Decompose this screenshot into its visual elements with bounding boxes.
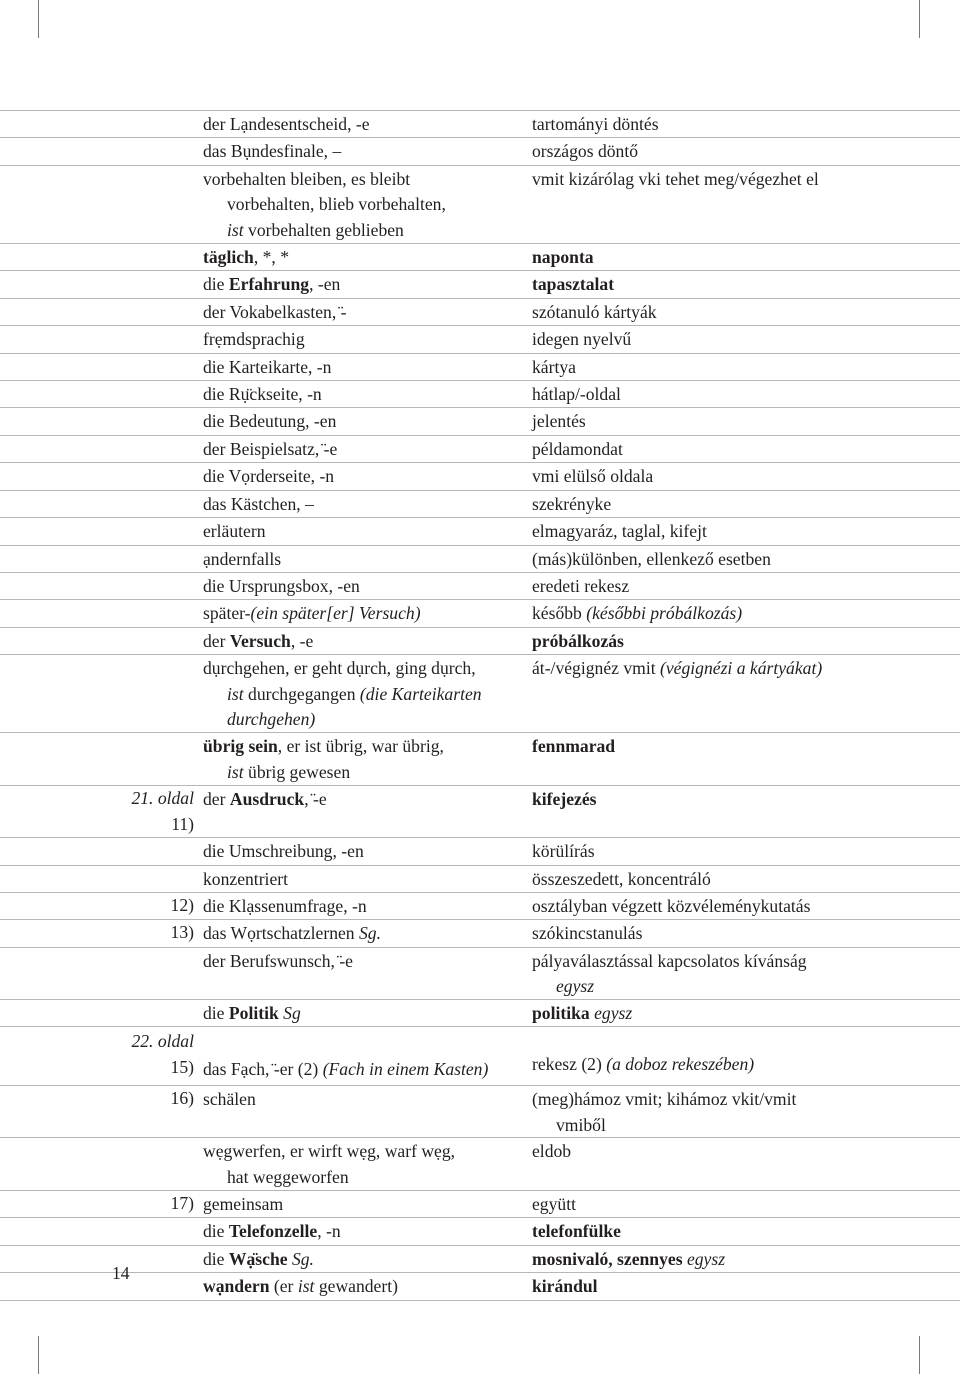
german-term: die Bedeutung, -en: [203, 411, 337, 432]
hungarian-term: szókincstanulás: [532, 923, 643, 944]
exercise-reference: 22. oldal 15): [131, 1031, 194, 1077]
vocab-row: [0, 435, 960, 462]
hungarian-term: fennmarad: [532, 736, 616, 757]
hungarian-term: (más)különben, ellenkező esetben: [532, 548, 771, 569]
german-term: das Fạch, ̈-er (2) (Fach in einem Kasten): [203, 1059, 489, 1080]
hungarian-term: idegen nyelvű: [532, 329, 632, 350]
german-term: der Lạndesentscheid, -e: [203, 114, 370, 134]
german-term: die Karteikarte, -n: [203, 356, 332, 377]
vocab-row: [0, 919, 960, 946]
german-term: konzentriert: [203, 868, 288, 889]
german-term: die Umschreibung, -en: [203, 841, 364, 862]
crop-mark-bottom-left: [38, 1336, 39, 1374]
vocab-row: [0, 165, 960, 243]
hungarian-term: rekesz (2) (a doboz rekeszében): [532, 1054, 755, 1075]
crop-mark-top-left: [38, 0, 39, 38]
hungarian-term: tapasztalat: [532, 274, 615, 295]
hungarian-term: kirándul: [532, 1276, 598, 1297]
vocab-row: [0, 1026, 960, 1085]
vocab-row: [0, 298, 960, 325]
german-term: die Politik Sg: [203, 1002, 301, 1023]
hungarian-term: együtt: [532, 1194, 576, 1214]
german-term: der Versuch, -e: [203, 630, 314, 651]
vocab-row: [0, 599, 960, 626]
german-term: die Ursprungsbox, -en: [203, 575, 360, 596]
exercise-reference: 21. oldal 11): [131, 788, 194, 834]
vocab-row: [0, 785, 960, 837]
vocab-row: [0, 490, 960, 517]
hungarian-term: országos döntő: [532, 141, 639, 162]
german-term: schälen: [203, 1089, 256, 1110]
german-term: der Beispielsatz, ̈-e: [203, 438, 338, 459]
hungarian-term: osztályban végzett közvéleménykutatás: [532, 895, 811, 916]
vocab-row: [0, 1137, 960, 1190]
hungarian-term: át-/végignéz vmit (végignézi a kártyákat): [532, 658, 823, 679]
hungarian-term: hátlap/-oldal: [532, 384, 621, 405]
vocab-row: [0, 732, 960, 785]
exercise-reference: 17): [170, 1193, 194, 1213]
hungarian-term: elmagyaráz, taglal, kifejt: [532, 521, 707, 542]
hungarian-term: kártya: [532, 356, 576, 377]
german-term: später-(ein später[er] Versuch): [203, 603, 421, 624]
exercise-reference: 16): [170, 1088, 194, 1109]
hungarian-term: kifejezés: [532, 789, 597, 810]
vocab-row: [0, 947, 960, 999]
german-term: das Kästchen, –: [203, 493, 314, 514]
hungarian-term: mosnivaló, szennyes egysz: [532, 1248, 726, 1269]
german-term: der Vokabelkasten, ̈-: [203, 301, 347, 322]
vocab-row: [0, 999, 960, 1026]
german-term: die Telefonzelle, -n: [203, 1221, 341, 1242]
german-term: die Rụ̈ckseite, -n: [203, 384, 322, 405]
hungarian-term: vmit kizárólag vki tehet meg/végezhet el: [532, 168, 819, 189]
vocab-row: [0, 517, 960, 544]
german-term: wẹgwerfen, er wirft wẹg, warf wẹg, hat weggeworfen: [203, 1141, 456, 1187]
german-term: die Wạ̈sche Sg.: [203, 1248, 314, 1269]
vocab-row: [0, 865, 960, 892]
hungarian-term: tartományi döntés: [532, 114, 659, 134]
german-term: vorbehalten bleiben, es bleibt vorbehalten, blieb vorbehalten, ist vorbehalten geblieben: [203, 168, 446, 240]
vocab-row: [0, 1245, 960, 1272]
german-term: dụrchgehen, er geht dụrch, ging dụrch, ist durchgegangen (die Karteikarten durchgehen): [203, 658, 482, 729]
crop-mark-bottom-right: [919, 1336, 920, 1374]
german-term: die Erfahrung, -en: [203, 274, 341, 295]
vocabulary-table: [0, 110, 960, 1301]
hungarian-term: körülírás: [532, 841, 595, 862]
vocab-row: [0, 1272, 960, 1300]
vocab-row: [0, 270, 960, 297]
hungarian-term: próbálkozás: [532, 630, 624, 651]
vocab-row: [0, 654, 960, 732]
crop-mark-top-right: [919, 0, 920, 38]
german-term: die Vọrderseite, -n: [203, 466, 335, 487]
vocab-row: [0, 243, 960, 270]
hungarian-term: szekrényke: [532, 493, 612, 514]
vocab-row: [0, 462, 960, 489]
german-term: der Ausdruck, ̈-e: [203, 789, 327, 810]
hungarian-term: pályaválasztással kapcsolatos kívánság egysz: [532, 950, 807, 997]
hungarian-term: telefonfülke: [532, 1221, 621, 1242]
hungarian-term: (meg)hámoz vmit; kihámoz vkit/vmit vmiből: [532, 1089, 797, 1135]
vocab-row: [0, 353, 960, 380]
german-term: der Berufswunsch, ̈-e: [203, 950, 353, 971]
german-term: das Wọrtschatzlernen Sg.: [203, 923, 381, 944]
german-term: die Klạssenumfrage, -n: [203, 895, 367, 916]
vocab-row: [0, 137, 960, 164]
vocab-row: [0, 1217, 960, 1244]
vocab-row: [0, 110, 960, 137]
hungarian-term: példamondat: [532, 438, 623, 459]
vocab-row: [0, 892, 960, 919]
german-term: das Bụndesfinale, –: [203, 141, 342, 162]
page-number: 14: [112, 1263, 130, 1283]
vocab-row: [0, 837, 960, 864]
german-term: ạndernfalls: [203, 548, 282, 569]
vocab-row: [0, 380, 960, 407]
german-term: täglich, *, *: [203, 247, 290, 268]
hungarian-term: naponta: [532, 247, 594, 268]
vocab-row: [0, 1190, 960, 1217]
german-term: übrig sein, er ist übrig, war übrig, ist übrig gewesen: [203, 736, 444, 782]
german-term: erläutern: [203, 521, 266, 542]
hungarian-term: vmi elülső oldala: [532, 466, 654, 487]
vocab-row: [0, 1085, 960, 1137]
exercise-reference: 13): [170, 922, 194, 943]
vocab-row: [0, 627, 960, 654]
german-term: gemeinsam: [203, 1194, 284, 1214]
german-term: frẹmdsprachig: [203, 329, 305, 350]
hungarian-term: szótanuló kártyák: [532, 301, 657, 322]
exercise-reference: 12): [170, 894, 194, 915]
vocab-row: [0, 545, 960, 572]
hungarian-term: összeszedett, koncentráló: [532, 868, 711, 889]
hungarian-term: eldob: [532, 1141, 572, 1162]
vocab-row: [0, 572, 960, 599]
hungarian-term: politika egysz: [532, 1002, 633, 1023]
hungarian-term: később (későbbi próbálkozás): [532, 603, 743, 624]
vocab-row: [0, 325, 960, 352]
hungarian-term: jelentés: [532, 411, 586, 432]
german-term: wạndern (er ist gewandert): [203, 1276, 398, 1297]
vocab-row: [0, 407, 960, 434]
hungarian-term: eredeti rekesz: [532, 575, 630, 596]
